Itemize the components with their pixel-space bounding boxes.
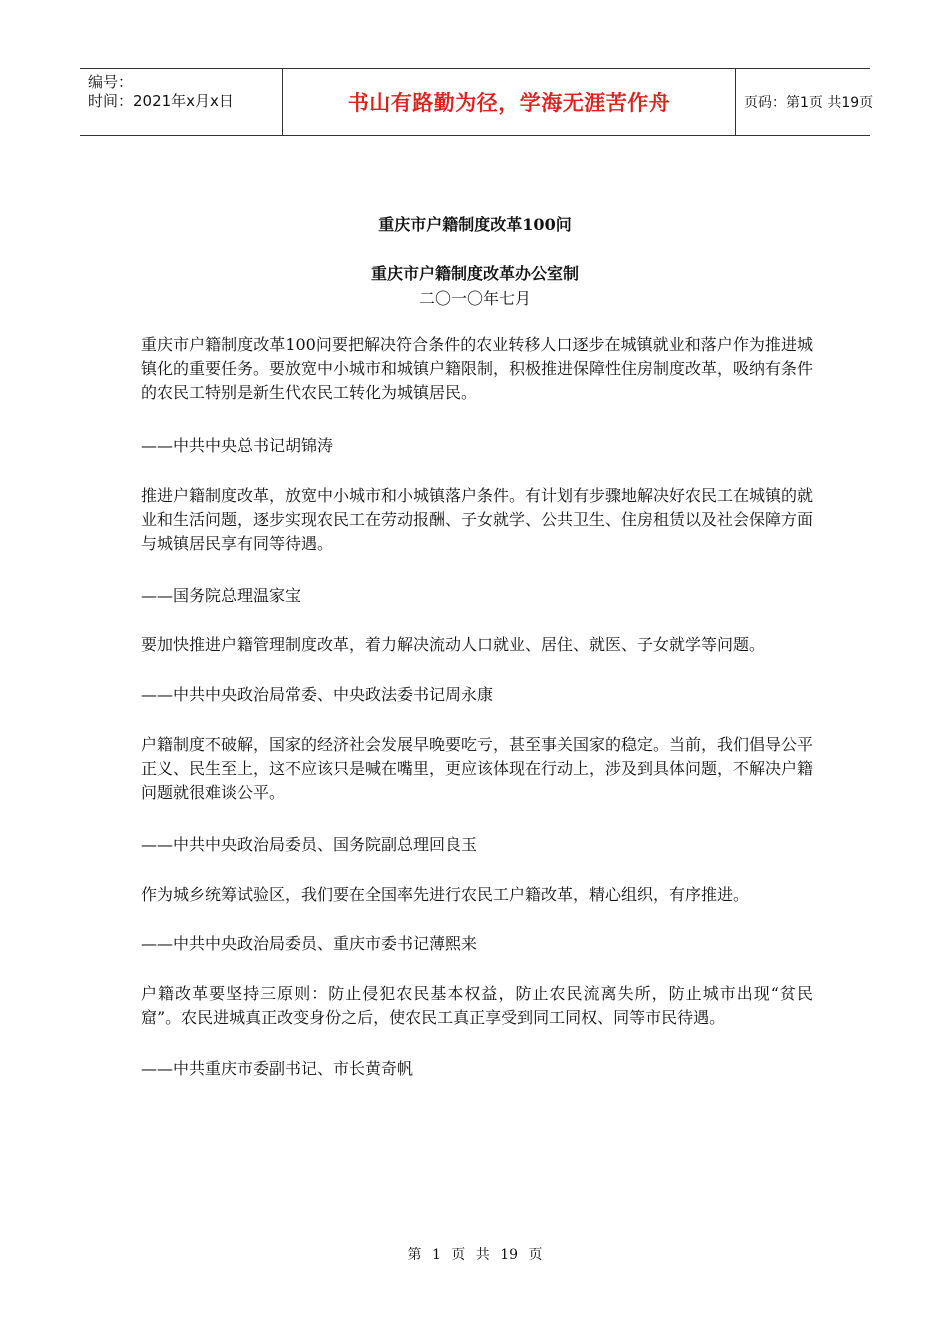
header-time-label: 时间：2021年x月x日 — [88, 92, 234, 110]
quote-attribution-5: ——中共中央政治局委员、重庆市委书记薄熙来 — [141, 934, 478, 953]
header-page-code: 页码：第1页 共19页 — [744, 95, 874, 111]
quote-attribution-6: ——中共重庆市委副书记、市长黄奇帆 — [141, 1059, 414, 1078]
header-meta — [80, 69, 282, 135]
header-number-label: 编号： — [88, 73, 134, 91]
quote-attribution-2: ——国务院总理温家宝 — [141, 586, 302, 605]
paragraph-2: 推进户籍制度改革，放宽中小城市和小城镇落户条件。有计划有步骤地解决好农民工在城镇的就业和生活问题，逐步实现农民工在劳动报酬、子女就学、公共卫生、住房租赁以及社会保障方面与城镇居民享有同等待遇。 — [141, 486, 814, 553]
paragraph-5: 作为城乡统筹试验区，我们要在全国率先进行农民工户籍改革，精心组织，有序推进。 — [141, 885, 750, 904]
paragraph-3: 要加快推进户籍管理制度改革，着力解决流动人口就业、居住、就医、子女就学等问题。 — [141, 635, 766, 654]
document-title: 重庆市户籍制度改革100问 — [378, 215, 572, 234]
document-date: 二〇一〇年七月 — [418, 289, 531, 308]
document-issuer: 重庆市户籍制度改革办公室制 — [370, 264, 579, 283]
quote-attribution-1: ——中共中央总书记胡锦涛 — [141, 436, 334, 455]
page-footer: 第 1 页 共 19 页 — [407, 1247, 543, 1263]
paragraph-4: 户籍制度不破解，国家的经济社会发展早晚要吃亏，甚至事关国家的稳定。当前，我们倡导公平正义、民生至上，这不应该只是喊在嘴里，更应该体现在行动上，涉及到具体问题，不解决户籍问题就很难谈公平。 — [141, 735, 814, 802]
paragraph-6: 户籍改革要坚持三原则：防止侵犯农民基本权益，防止农民流离失所，防止城市出现“贫民窟”。农民进城真正改变身份之后，使农民工真正享受到同工同权、同等市民待遇。 — [141, 984, 813, 1027]
header-motto: 书山有路勤为径，学海无涯苦作舟 — [282, 69, 736, 135]
paragraph-1: 重庆市户籍制度改革100问要把解决符合条件的农业转移人口逐步在城镇就业和落户作为推进城镇化的重要任务。要放宽中小城市和城镇户籍限制，积极推进保障性住房制度改革，吸纳有条件的农民工特别是新生代农民工转化为城镇居民。 — [141, 335, 814, 402]
page-header — [80, 68, 874, 136]
quote-attribution-4: ——中共中央政治局委员、国务院副总理回良玉 — [141, 835, 478, 854]
quote-attribution-3: ——中共中央政治局常委、中央政法委书记周永康 — [141, 685, 494, 704]
